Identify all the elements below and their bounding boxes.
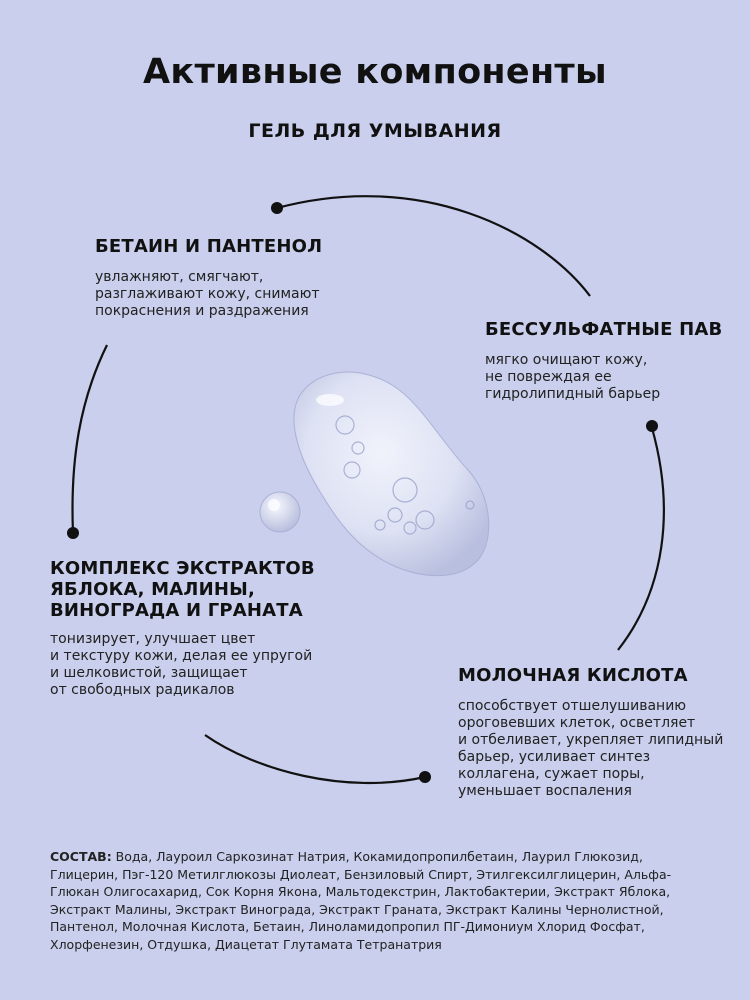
page-title: Активные компоненты <box>143 52 607 92</box>
component-description: способствует отшелушиванию ороговевших клеток, осветляет и отбеливает, укрепляет липидный барьер, усиливает синтез коллагена, сужает поры, уменьшает воспаления <box>458 698 724 799</box>
gel-small-drop <box>260 492 300 532</box>
arc-right <box>618 428 664 650</box>
arc-bottom <box>205 735 425 783</box>
component-betaine-panthenol <box>95 236 385 320</box>
arc-dot-right <box>646 420 658 432</box>
component-heading: БЕССУЛЬФАТНЫЕ ПАВ <box>485 319 723 340</box>
component-lactic-acid <box>458 665 748 800</box>
composition-list <box>50 848 700 954</box>
component-description: увлажняют, смягчают, разглаживают кожу, снимают покраснения и раздражения <box>95 269 320 319</box>
component-sulfate-free-surfactants <box>485 319 735 403</box>
component-extract-complex <box>50 558 350 699</box>
gel-drop-image <box>260 372 489 576</box>
component-description: тонизирует, улучшает цвет и текстуру кожи, делая ее упругой и шелковистой, защищает от свободных радикалов <box>50 631 313 698</box>
arc-dot-left <box>67 527 79 539</box>
component-description: мягко очищают кожу, не повреждая ее гидролипидный барьер <box>485 352 661 402</box>
arc-left <box>72 345 107 533</box>
arc-dot-top <box>271 202 283 214</box>
page-subtitle: ГЕЛЬ ДЛЯ УМЫВАНИЯ <box>248 120 502 142</box>
component-heading: МОЛОЧНАЯ КИСЛОТА <box>458 665 688 686</box>
component-heading: КОМПЛЕКС ЭКСТРАКТОВ ЯБЛОКА, МАЛИНЫ, ВИНОГРАДА И ГРАНАТА <box>50 558 315 621</box>
composition-text: Вода, Лауроил Саркозинат Натрия, Кокамидопропилбетаин, Лаурил Глюкозид, Глицерин, Пэг-120 Метилглюкозы Диолеат, Бензиловый Спирт, Этилгексилглицерин, Альфа- Глюкан Олигосахарид, Сок Корня Якона, Мальтодекстрин, Лактобактерии, Экстракт Яблока, Экстракт Малины, Экстракт Винограда, Экстракт Граната, Экстракт Калины Чернолистной, Пантенол, Молочная Кислота, Бетаин, Линоламидопропил ПГ-Димониум Хлорид Фосфат, Хлорфенезин, Отдушка, Диацетат Глутамата Тетранатрия <box>50 849 672 952</box>
component-heading: БЕТАИН И ПАНТЕНОЛ <box>95 236 323 257</box>
composition-label: СОСТАВ: <box>50 849 112 864</box>
arc-dot-bottom <box>419 771 431 783</box>
